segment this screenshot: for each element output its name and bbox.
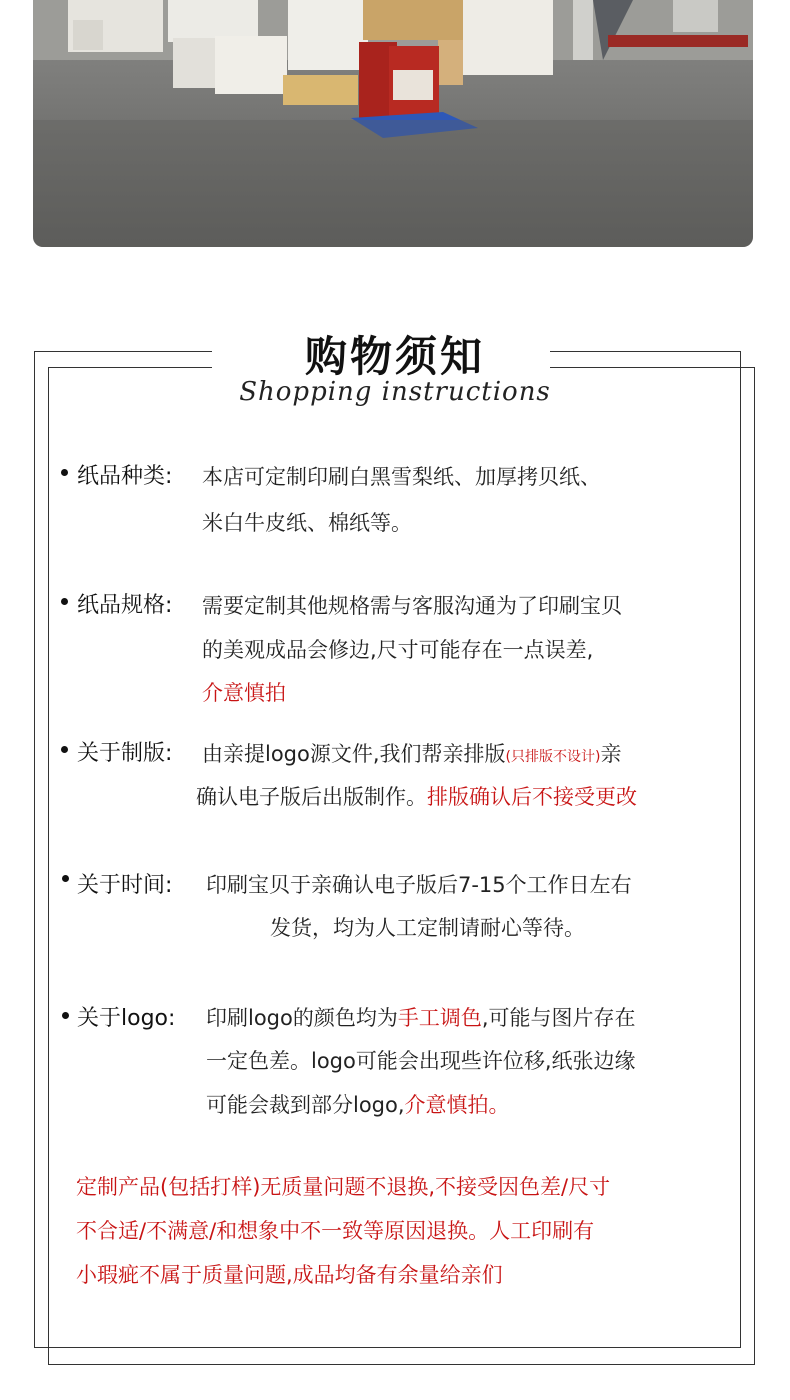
item-line: 确认电子版后出版制作。排版确认后不接受更改	[196, 785, 637, 809]
bullet-icon	[62, 1012, 69, 1019]
footer-notice-line: 小瑕疵不属于质量问题,成品均备有余量给亲们	[76, 1263, 503, 1287]
item-line: 的美观成品会修边,尺寸可能存在一点误差,	[202, 638, 594, 662]
footer-notice-line: 不合适/不满意/和想象中不一致等原因退换。人工印刷有	[76, 1219, 595, 1243]
warning-text: 介意慎拍。	[404, 1093, 510, 1117]
warning-text: 排版确认后不接受更改	[427, 785, 637, 809]
item-line: 由亲提logo源文件,我们帮亲排版(只排版不设计)亲	[202, 742, 622, 766]
warehouse-illustration	[33, 0, 753, 247]
item-line-warning: 介意慎拍	[202, 681, 286, 705]
item-line: 印刷logo的颜色均为手工调色,可能与图片存在	[206, 1006, 636, 1030]
item-line: 本店可定制印刷白黑雪梨纸、加厚拷贝纸、	[202, 465, 601, 489]
item-label: 关于时间:	[77, 873, 173, 898]
bullet-icon	[61, 469, 68, 476]
item-line: 发货，均为人工定制请耐心等待。	[270, 916, 585, 940]
page-subtitle: Shopping instructions	[239, 377, 551, 407]
footer-notice-line: 定制产品(包括打样)无质量问题不退换,不接受因色差/尺寸	[76, 1175, 611, 1199]
bullet-icon	[62, 875, 69, 882]
highlight-text: 手工调色	[397, 1006, 482, 1030]
bullet-icon	[61, 598, 68, 605]
note-text: (只排版不设计)	[505, 749, 601, 765]
item-line: 米白牛皮纸、棉纸等。	[202, 511, 412, 535]
item-line: 印刷宝贝于亲确认电子版后7-15个工作日左右	[206, 873, 632, 897]
item-line: 可能会裁到部分logo,介意慎拍。	[206, 1093, 510, 1117]
bullet-icon	[61, 746, 68, 753]
page-title: 购物须知	[304, 332, 485, 381]
item-label: 纸品种类:	[77, 464, 173, 489]
item-label: 关于logo:	[77, 1006, 176, 1031]
warehouse-photo	[33, 0, 753, 247]
item-line: 需要定制其他规格需与客服沟通为了印刷宝贝	[202, 594, 622, 618]
item-line: 一定色差。logo可能会出现些许位移,纸张边缘	[206, 1049, 636, 1073]
item-label: 纸品规格:	[77, 593, 173, 618]
item-label: 关于制版:	[77, 741, 173, 766]
